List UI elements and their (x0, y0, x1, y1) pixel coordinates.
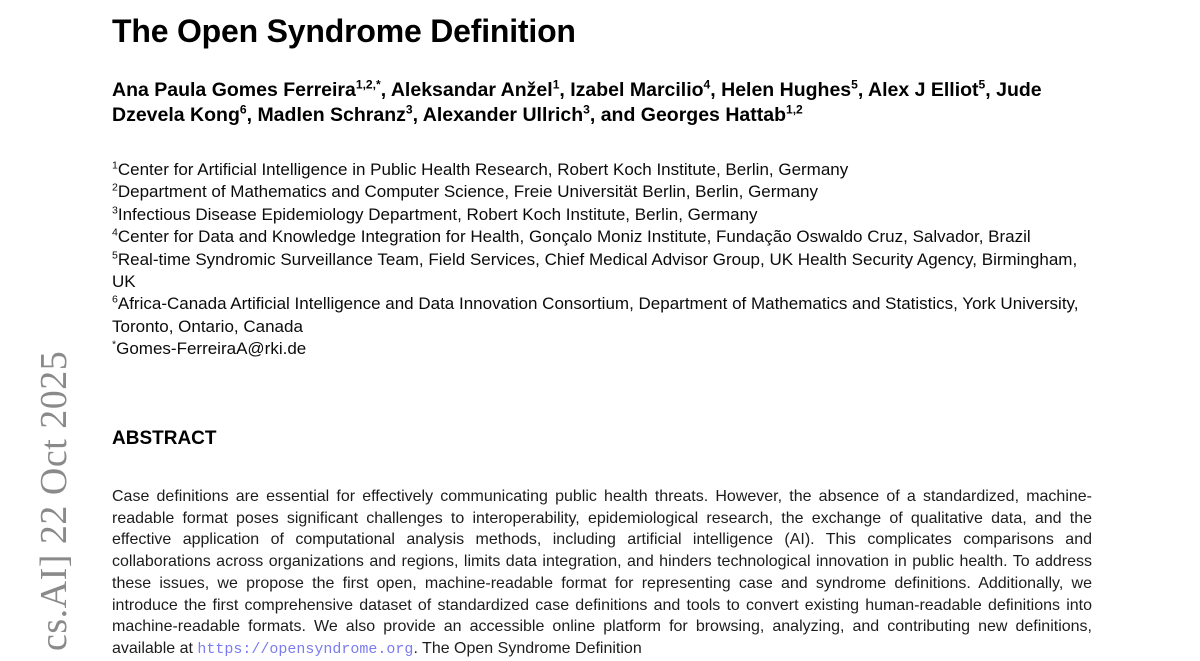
affiliation-list (112, 159, 1094, 361)
affiliation-line (112, 226, 1094, 248)
abstract-text-after-link: . The Open Syndrome Definition (413, 639, 642, 657)
author: Izabel Marcilio (570, 79, 704, 101)
affiliation-superscript: 2 (112, 181, 118, 194)
affiliation-text: Real-time Syndromic Surveillance Team, Field Services, Chief Medical Advisor Group, UK Health Security Agency, Birmingham, UK (112, 249, 1078, 292)
affiliation-superscript: 1 (112, 159, 118, 172)
author: Helen Hughes (721, 79, 852, 101)
affiliation-superscript: 3 (112, 204, 118, 217)
author: Jude Dzevela Kong (112, 79, 1042, 126)
affiliation-text: Department of Mathematics and Computer Science, Freie Universität Berlin, Berlin, Germany (117, 182, 818, 202)
affiliation-superscript: 6 (112, 293, 118, 306)
author-superscript: 3 (583, 102, 590, 117)
affiliation-superscript: 4 (112, 226, 118, 239)
author: Madlen Schranz (257, 104, 406, 126)
affiliation-line (112, 159, 1094, 181)
arxiv-stamp-text: cs.AI] 22 Oct 2025 (33, 350, 75, 651)
abstract-heading: ABSTRACT (112, 428, 217, 449)
affiliation-text: Center for Data and Knowledge Integration for Health, Gonçalo Moniz Institute, Fundação Oswaldo Cruz, Salvador, Brazil (117, 227, 1031, 247)
author: Georges Hattab (640, 104, 786, 126)
affiliation-line (112, 249, 1094, 294)
affiliation-text: Gomes-FerreiraA@rki.de (116, 339, 307, 359)
affiliation-text: Infectious Disease Epidemiology Department, Robert Koch Institute, Berlin, Germany (117, 204, 758, 224)
author-superscript: 6 (239, 102, 247, 117)
affiliation-line (112, 204, 1094, 226)
affiliation-text: Africa-Canada Artificial Intelligence and Data Innovation Consortium, Department of Mathematics and Statistics, York University, Toronto, Ontario, Canada (112, 294, 1079, 336)
abstract-text (112, 486, 1092, 661)
author-superscript: 1,2,* (355, 77, 381, 92)
author-superscript: 5 (851, 77, 858, 92)
affiliation-line (112, 293, 1094, 338)
affiliation-text: Center for Artificial Intelligence in Public Health Research, Robert Koch Institute, Berlin, Germany (117, 160, 849, 179)
author-superscript: 3 (405, 102, 413, 117)
paper-title: The Open Syndrome Definition (112, 13, 576, 49)
author: Alex J Elliot (867, 79, 979, 101)
author-superscript: 1,2 (785, 102, 803, 117)
author-superscript: 1 (552, 77, 560, 92)
abstract-text-before-link: Case definitions are essential for effectively communicating public health threats. However, the absence of a standardized, machine-readable format poses significant challenges to interoperability, epidemiological research, the exchange of qualitative data, and the effective application of computational analysis methods, including artificial intelligence (AI). This complicates comparisons and collaborations across organizations and regions, limits data integration, and hinders technological innovation in public health. To address these issues, we propose the first open, machine-readable format for representing case and syndrome definitions. Additionally, we introduce the first comprehensive dataset of standardized case definitions and tools to convert existing human-readable definitions into machine-readable formats. We also provide an accessible online platform for browsing, analyzing, and contributing new definitions, available at (112, 488, 1092, 657)
affiliation-line (112, 181, 1094, 203)
author: Aleksandar Anžel (390, 79, 553, 101)
author: Alexander Ullrich (422, 104, 584, 126)
corresponding-email (112, 338, 1094, 360)
opensyndrome-link[interactable]: https://opensyndrome.org (197, 640, 414, 658)
affiliation-superscript: * (112, 338, 117, 351)
affiliation-superscript: 5 (112, 248, 118, 261)
author-superscript: 5 (978, 77, 986, 92)
author-list: Ana Paula Gomes Ferreira$^{1,2,*}$, Aleksandar Anžel$^1$, Izabel Marcilio$^4$, Helen Hughes$^5$, Alex J Elliot$^5$, Jude Dzevela Kong$^6$, Madlen Schranz$^3$, Alexander Ullrich$^3$, and Georges Hattab$^{1,2}$ (112, 77, 1042, 126)
author: Ana Paula Gomes Ferreira (112, 79, 356, 101)
author-superscript: 4 (703, 77, 711, 92)
